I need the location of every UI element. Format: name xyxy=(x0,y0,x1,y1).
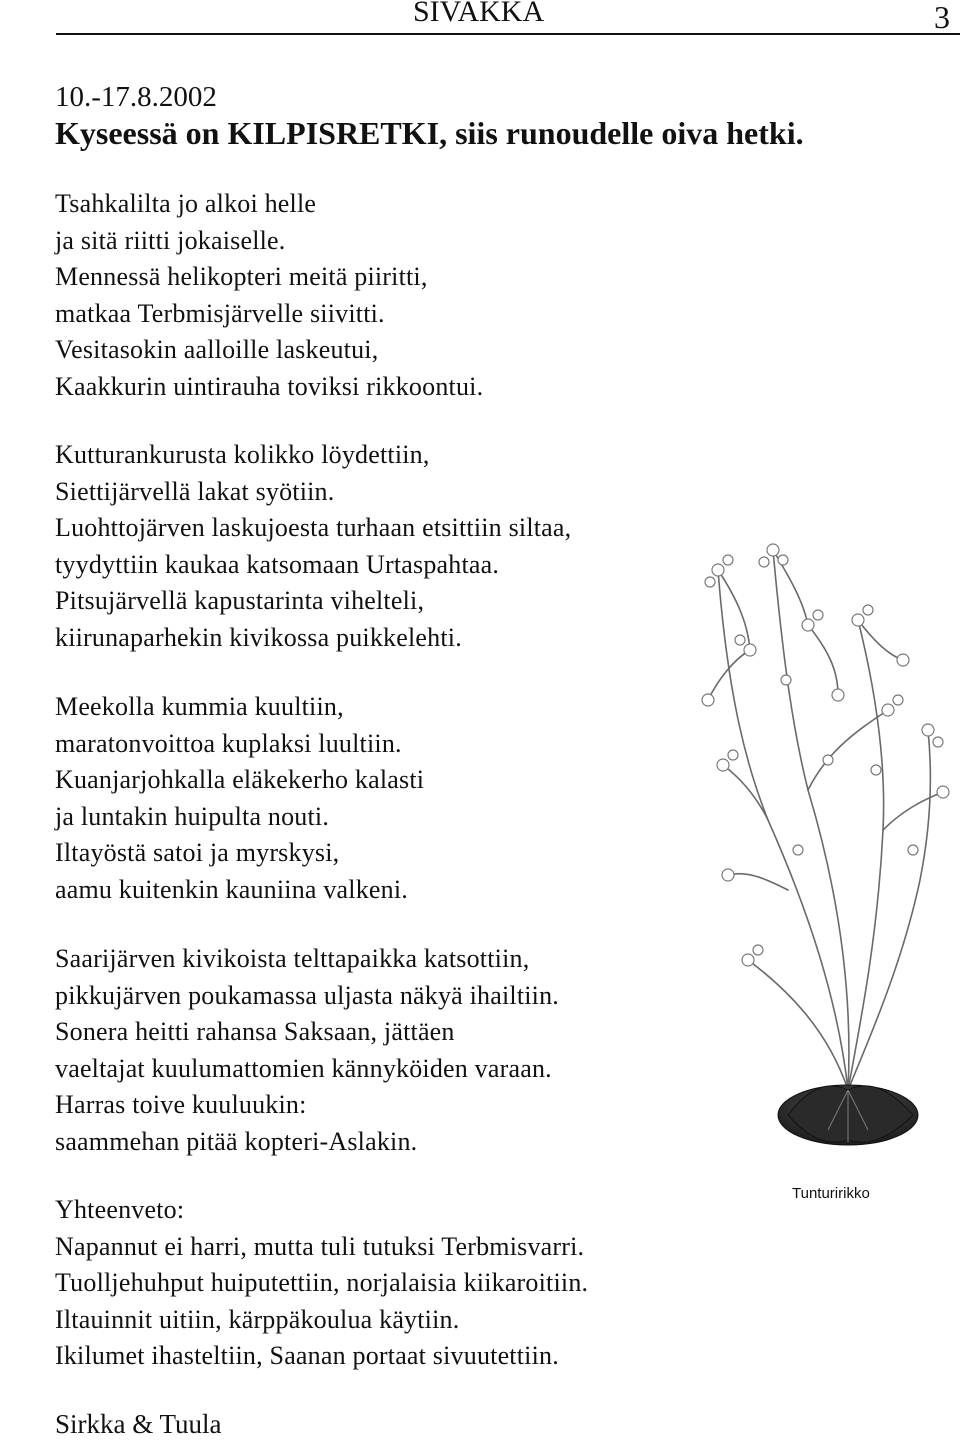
illustration-caption: Tunturirikko xyxy=(792,1185,870,1202)
poem-line: Siettijärvellä lakat syötiin. xyxy=(55,476,335,506)
poem-line: Kaakkurin uintirauha toviksi rikkoontui. xyxy=(55,371,484,401)
poem-line: Kuanjarjohkalla eläkekerho kalasti xyxy=(55,765,425,795)
plant-drawing xyxy=(688,530,960,1180)
poem-line: Kutturankurusta kolikko löydettiin, xyxy=(55,440,430,469)
poem-line: Sonera heitti rahansa Saksaan, jättäen xyxy=(55,1017,455,1047)
poem-line: Tuolljehuhput huiputettiin, norjalaisia kiikaroitiin. xyxy=(55,1268,589,1298)
poem-line: kiirunaparhekin kivikossa puikkelehti. xyxy=(55,622,462,652)
summary-heading: Yhteenveto: xyxy=(55,1195,185,1224)
saxifrage-flower-illustration xyxy=(688,530,960,1180)
poem-line: tyydyttiin kaukaa katsomaan Urtaspahtaa. xyxy=(55,549,500,579)
newsletter-title: SIVAKKA xyxy=(413,0,545,28)
poem-stanza xyxy=(55,186,483,406)
poem-line: vaeltajat kuulumattomien kännyköiden varaan. xyxy=(55,1053,552,1083)
poem-summary xyxy=(55,1192,588,1375)
poem-line: Luohttojärven laskujoesta turhaan etsittiin siltaa, xyxy=(55,513,572,543)
poem-line: Pitsujärvellä kapustarinta vihelteli, xyxy=(55,586,425,616)
article-headline: Kyseessä on KILPISRETKI, siis runoudelle oiva hetki. xyxy=(55,115,804,151)
poem-line: pikkujärven poukamassa uljasta näkyä ihailtiin. xyxy=(55,980,559,1010)
poem-stanza xyxy=(55,941,559,1161)
poem-stanza xyxy=(55,689,424,909)
poem-line: Harras toive kuuluukin: xyxy=(55,1090,307,1120)
poem-line: ja sitä riitti jokaiselle. xyxy=(55,225,286,255)
poem-line: matkaa Terbmisjärvelle siivitti. xyxy=(55,298,385,328)
poem-line: Meekolla kummia kuultiin, xyxy=(55,692,344,721)
poem-line: Tsahkalilta jo alkoi helle xyxy=(55,189,317,218)
poem-line: Saarijärven kivikoista telttapaikka katsottiin, xyxy=(55,944,530,973)
poem-line: saammehan pitää kopteri-Aslakin. xyxy=(55,1126,418,1156)
article-date: 10.-17.8.2002 xyxy=(55,81,217,113)
poem-line: aamu kuitenkin kauniina valkeni. xyxy=(55,874,408,904)
poem-line: Mennessä helikopteri meitä piiritti, xyxy=(55,262,428,292)
page-number: 3 xyxy=(934,0,950,35)
poem-stanza xyxy=(55,437,571,657)
poem-line: Ikilumet ihasteltiin, Saanan portaat sivuutettiin. xyxy=(55,1341,559,1371)
poem-line: Iltauinnit uitiin, kärppäkoulua käytiin. xyxy=(55,1304,460,1334)
poem-line: Vesitasokin aalloille laskeutui, xyxy=(55,335,379,365)
author-signature: Sirkka & Tuula xyxy=(55,1409,222,1439)
poem-line: maratonvoittoa kuplaksi luultiin. xyxy=(55,728,402,758)
poem-line: Iltayöstä satoi ja myrskysi, xyxy=(55,838,340,868)
poem-line: Napannut ei harri, mutta tuli tutuksi Terbmisvarri. xyxy=(55,1231,585,1261)
page-header xyxy=(0,0,960,34)
header-divider xyxy=(56,33,960,35)
poem-line: ja luntakin huipulta nouti. xyxy=(55,801,330,831)
